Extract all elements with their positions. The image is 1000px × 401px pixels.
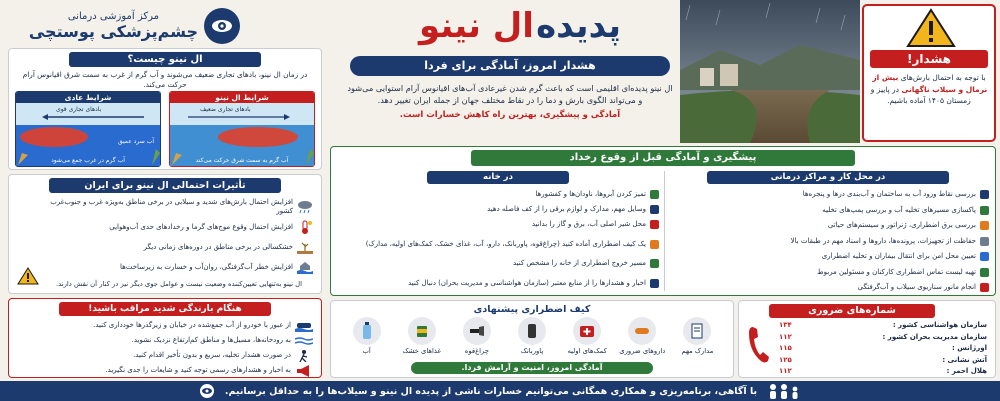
warning-text-1: با توجه به احتمال بارش‌های <box>900 73 986 82</box>
document-icon <box>650 205 659 214</box>
panel-normal <box>15 91 161 167</box>
megaphone-icon <box>295 365 313 377</box>
list-item: پاکسازی مسیرهای تخلیه آب و بررسی پمپ‌های تخلیه <box>667 203 989 219</box>
kit-item: کمک‌های اولیه <box>562 317 612 355</box>
kit-item: داروهای ضروری <box>617 317 667 355</box>
page-title <box>360 6 680 46</box>
warning-header: هشدار! <box>870 50 988 68</box>
list-item: بررسی برق اضطراری، ژنراتور و سیستم‌های حیاتی <box>667 218 989 234</box>
what-is-header: ال نینو چیست؟ <box>69 52 261 67</box>
logo-line1: مرکز آموزشی درمانی <box>67 11 160 22</box>
flood-icon <box>297 260 313 274</box>
exit-icon <box>650 259 659 268</box>
panel-normal-wind-label: بادهای تجاری قوی <box>56 106 102 113</box>
list-item: افزایش احتمال بارش‌های شدید و سیلابی در برخی مناطق به‌ویژه غرب و جنوب‌غرب کشور <box>49 197 313 217</box>
list-item: تمیز کردن آبروها، ناودان‌ها و کفشورها <box>337 187 659 202</box>
phone-icon <box>747 325 771 365</box>
impacts-list <box>49 197 313 277</box>
kit-items <box>339 317 725 355</box>
kit-item: پاوربانک <box>507 317 557 355</box>
home-list <box>337 187 659 295</box>
panel-normal-caption: آب گرم در غرب جمع می‌شود <box>51 157 125 164</box>
prevention-section <box>330 146 996 296</box>
workplace-header: در محل کار و مراکز درمانی <box>707 171 949 184</box>
water-bottle-icon <box>353 317 381 345</box>
bed-icon <box>980 252 989 261</box>
what-is-text: در زمان ال نینو، بادهای تجاری ضعیف می‌شوند و آب گرم از غرب به سمت شرق اقیانوس آرام حرکت می‌کند. <box>22 70 308 90</box>
powerbank-icon <box>518 317 546 345</box>
footer-text: با آگاهی، برنامه‌ریزی و همکاری همگانی می‌توانیم خسارات ناشی از پدیده ال نینو و سیلاب‌ها را به حداقل برسانیم. <box>224 385 758 397</box>
list-item: هلال احمر : ۱۱۲ <box>779 367 987 376</box>
list-item: تهیه لیست تماس اضطراری کارکنان و مسئولین مربوط <box>667 265 989 281</box>
rain-cloud-icon <box>297 200 313 214</box>
river-icon <box>295 335 313 347</box>
impacts-warning-icon <box>17 267 39 285</box>
list-item: سازمان هواشناسی کشور : ۱۳۴ <box>779 321 987 330</box>
generator-icon <box>980 221 989 230</box>
drill-icon <box>980 283 989 292</box>
impacts-header: تأثیرات احتمالی ال نینو برای ایران <box>49 178 281 193</box>
list-item: اخبار و هشدارها را از منابع معتبر (سازمان هواشناسی و مدیریت بحران) دنبال کنید <box>337 271 659 295</box>
kit-header: کیف اضطراری پیشنهادی <box>473 304 591 315</box>
panel-elnino-wind-label: بادهای تجاری ضعیف <box>200 106 251 113</box>
list-item: محل شیر اصلی آب، برق و گاز را بدانید <box>337 217 659 232</box>
subtitle-banner: هشدار امروز، آمادگی برای فردا <box>350 56 670 76</box>
emergency-section <box>738 300 996 378</box>
list-item: افزایش احتمال وقوع موج‌های گرما و رخدادهای حدی آب‌وهوایی <box>49 217 313 237</box>
list-item: به رودخانه‌ها، مسیل‌ها و مناطق کم‌ارتفاع نزدیک نشوید. <box>49 333 313 348</box>
list-item: حفاظت از تجهیزات، پرونده‌ها، داروها و اسناد مهم در طبقات بالا <box>667 234 989 250</box>
valve-icon <box>650 220 659 229</box>
prevention-divider <box>664 171 665 291</box>
panel-elnino <box>169 91 315 167</box>
gutter-icon <box>650 190 659 199</box>
kit-item: مدارک مهم <box>672 317 722 355</box>
list-item: خشکسالی در برخی مناطق در دوره‌های زمانی دیگر <box>49 237 313 257</box>
heavy-rain-section <box>8 298 322 378</box>
pills-icon <box>628 317 656 345</box>
panel-elnino-title: شرایط ال نینو <box>170 92 314 103</box>
home-header: در خانه <box>427 171 569 184</box>
list-item: به اخبار و هشدارهای رسمی توجه کنید و شایعات را جدی نگیرید. <box>49 363 313 378</box>
workplace-column <box>667 171 989 296</box>
phone-list-icon <box>980 268 989 277</box>
warning-text-red: بیش از نرمال و سیلاب ناگهانی <box>872 73 988 94</box>
list-item: یک کیف اضطراری آماده کنید (چراغ‌قوه، پاوربانک، دارو، آب، غذای خشک، کمک‌های اولیه، مدارک) <box>337 232 659 256</box>
intro-text <box>345 82 675 120</box>
list-item: آتش نشانی : ۱۲۵ <box>779 355 987 364</box>
warning-text-2: در پاییز و زمستان ۱۴۰۵ آماده باشیم. <box>870 84 971 106</box>
flood-scene-image <box>680 0 860 143</box>
family-icon <box>767 383 801 399</box>
title-black: پدیده <box>536 6 621 46</box>
heavy-rain-list <box>49 318 313 378</box>
shelf-icon <box>980 237 989 246</box>
first-aid-icon <box>573 317 601 345</box>
list-item: تعیین محل امن برای انتقال بیماران و تخلیه اضطراری <box>667 249 989 265</box>
warning-box <box>862 4 996 142</box>
logo-line2: چشم‌پزشکی پوستچی <box>28 22 198 41</box>
dry-plant-icon <box>297 240 313 254</box>
kit-item: چراغ‌قوه <box>452 317 502 355</box>
logo-emblem <box>204 8 240 44</box>
list-item: بررسی نقاط ورود آب به ساختمان و آب‌بندی درها و پنجره‌ها <box>667 187 989 203</box>
impacts-note: ال نینو به‌تنهایی تعیین‌کننده وضعیت نیست و عوامل جوی دیگر نیز در کنار آن نقش دارند. <box>56 279 302 288</box>
documents-icon <box>683 317 711 345</box>
logo <box>10 4 240 48</box>
home-column <box>337 171 659 295</box>
title-red: ال نینو <box>419 6 534 46</box>
emergency-header: شماره‌های ضروری <box>769 304 935 318</box>
what-is-section <box>8 48 322 170</box>
panel-normal-water-label: آب سرد عمیق <box>117 138 154 145</box>
evacuate-icon <box>295 350 313 362</box>
bag-icon <box>650 240 659 249</box>
panel-normal-title: شرایط عادی <box>16 92 160 103</box>
impacts-section <box>8 174 322 294</box>
list-item: وسایل مهم، مدارک و لوازم برقی را از کف فاصله دهید <box>337 202 659 217</box>
footer-bar <box>0 381 1000 401</box>
list-item: اورژانس : ۱۱۵ <box>779 344 987 353</box>
building-icon <box>980 190 989 199</box>
kit-item: غذاهای خشک <box>397 317 447 355</box>
warning-triangle-icon <box>906 8 956 48</box>
list-item: سازمان مدیریت بحران کشور : ۱۱۲ <box>779 332 987 341</box>
intro-highlight: آمادگی و پیشگیری، بهترین راه کاهش خسارات است. <box>399 109 621 120</box>
panel-elnino-caption: آب گرم به سمت شرق حرکت می‌کند <box>195 157 289 164</box>
flashlight-icon <box>463 317 491 345</box>
thermometer-icon <box>297 220 313 234</box>
footer-logo-icon <box>199 383 215 399</box>
emergency-list <box>779 320 987 378</box>
car-flood-icon <box>295 320 313 332</box>
workplace-list <box>667 187 989 296</box>
list-item: در صورت هشدار تخلیه، سریع و بدون تأخیر اقدام کنید. <box>49 348 313 363</box>
list-item: انجام مانور سناریوی سیلاب و آب‌گرفتگی <box>667 280 989 296</box>
kit-section <box>330 300 734 378</box>
intro-paragraph: ال نینو پدیده‌ای اقلیمی است که باعث گرم شدن غیرعادی آب‌های اقیانوس آرام استوایی می‌شود و می‌تواند الگوی بارش و دما را در نقاط مختلف جهان از جمله ایران تغییر دهد. <box>347 83 673 106</box>
prevention-header: پیشگیری و آمادگی قبل از وقوع رخداد <box>471 150 855 166</box>
kit-item: آب <box>342 317 392 355</box>
kit-slogan: آمادگی امروز، امنیت و آرامش فردا. <box>411 362 653 374</box>
heavy-rain-header: هنگام بارندگی شدید مراقب باشید! <box>59 302 271 316</box>
route-icon <box>980 206 989 215</box>
list-item: افزایش خطر آب‌گرفتگی، روان‌آب و خسارت به زیرساخت‌ها <box>49 257 313 277</box>
news-icon <box>650 279 659 288</box>
canned-food-icon <box>408 317 436 345</box>
list-item: از عبور با خودرو از آب جمع‌شده در خیابان و زیرگذرها خودداری کنید. <box>49 318 313 333</box>
list-item: مسیر خروج اضطراری از خانه را مشخص کنید <box>337 256 659 271</box>
